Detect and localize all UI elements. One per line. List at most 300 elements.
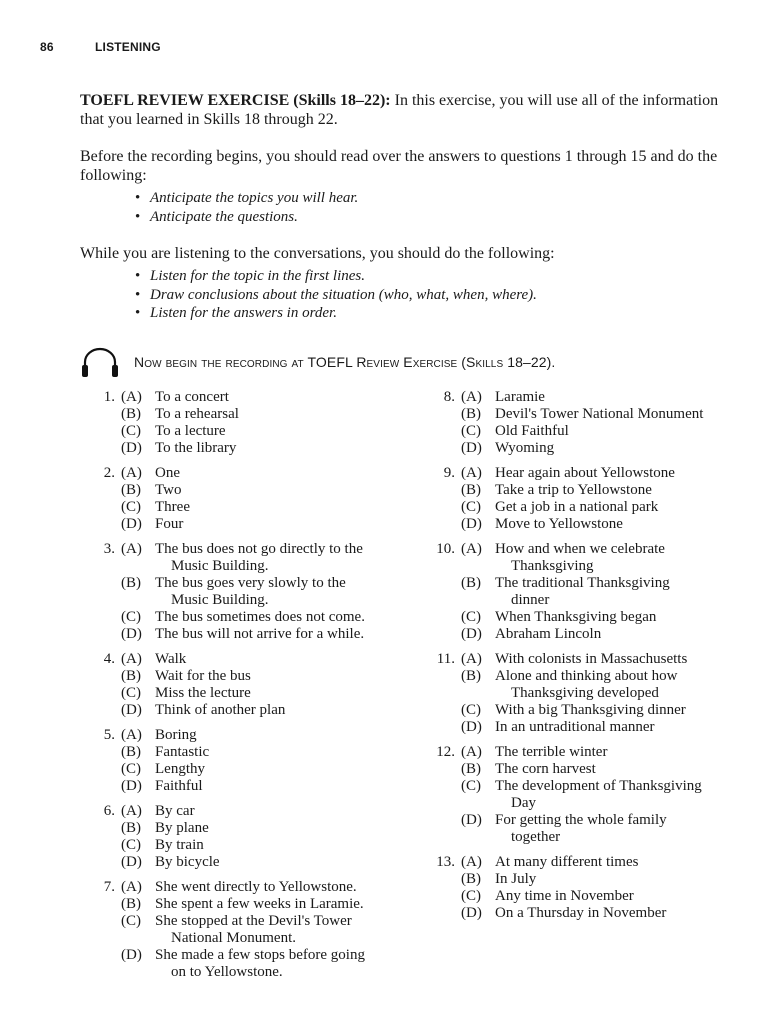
answer-option	[80, 778, 400, 795]
option-text	[495, 626, 740, 643]
question-number	[80, 744, 121, 761]
begin-recording-line	[80, 346, 555, 378]
option-label: (B)	[461, 406, 481, 422]
option-label: (D)	[461, 812, 482, 828]
option-text	[155, 609, 400, 626]
while-text: While you are listening to the conversations, you should do the following:	[80, 245, 555, 262]
option-label: (D)	[461, 719, 482, 735]
answer-option	[80, 423, 400, 440]
answer-option	[80, 668, 400, 685]
option-text	[495, 778, 740, 812]
option-text-line: One	[155, 465, 180, 481]
option-text	[155, 761, 400, 778]
option-text	[155, 423, 400, 440]
question-number	[80, 896, 121, 913]
option-text	[155, 651, 400, 668]
option-text-line: At many different times	[495, 854, 639, 870]
option-label: (D)	[121, 854, 142, 870]
answer-option	[420, 499, 740, 516]
option-text	[495, 465, 740, 482]
option-label: (A)	[121, 651, 142, 667]
option-label: (A)	[121, 389, 142, 405]
option-text-line: To a rehearsal	[155, 406, 239, 422]
question-number	[420, 609, 461, 626]
option-text	[155, 702, 400, 719]
option-text	[495, 609, 740, 626]
question-number	[80, 702, 121, 719]
before-text: Before the recording begins, you should read over the answers to questions 1 through 15 and do the following:	[80, 148, 718, 184]
option-text	[495, 812, 740, 846]
page-header	[40, 40, 161, 54]
option-text-line: Devil's Tower National Monument	[495, 406, 704, 422]
question-block	[420, 389, 740, 457]
option-label: (C)	[121, 837, 141, 853]
questions-left-column	[80, 389, 400, 989]
question-number	[80, 516, 121, 533]
option-text-line: The corn harvest	[495, 761, 596, 777]
question-number	[420, 516, 461, 533]
option-label: (D)	[461, 905, 482, 921]
option-text-line: on to Yellowstone.	[171, 964, 283, 980]
option-text-line: She spent a few weeks in Laramie.	[155, 896, 364, 912]
question-number: 12.	[436, 744, 455, 760]
option-text-line: On a Thursday in November	[495, 905, 667, 921]
answer-option	[420, 440, 740, 457]
question-block	[80, 389, 400, 457]
option-label: (A)	[461, 744, 482, 760]
option-text	[495, 651, 740, 668]
option-text	[495, 499, 740, 516]
question-block	[80, 727, 400, 795]
answer-option	[80, 440, 400, 457]
option-text-line: The bus sometimes does not come.	[155, 609, 365, 625]
question-number	[80, 820, 121, 837]
option-text	[495, 668, 740, 702]
option-text-line: Any time in November	[495, 888, 634, 904]
answer-option	[80, 702, 400, 719]
option-text	[155, 389, 400, 406]
option-label: (C)	[121, 761, 141, 777]
option-text-line: The traditional Thanksgiving	[495, 575, 670, 591]
question-number: 6.	[103, 803, 115, 819]
headphones-icon	[80, 346, 120, 378]
option-text	[495, 719, 740, 736]
option-text	[495, 541, 740, 575]
answer-option	[420, 744, 740, 761]
answer-option	[80, 406, 400, 423]
answer-option	[80, 803, 400, 820]
question-number	[420, 423, 461, 440]
question-number	[80, 854, 121, 871]
option-text-line: Music Building.	[171, 592, 269, 608]
question-number: 9.	[443, 465, 455, 481]
answer-option	[80, 626, 400, 643]
option-label: (B)	[121, 744, 141, 760]
option-label: (B)	[461, 482, 481, 498]
option-text	[495, 389, 740, 406]
option-label: (D)	[121, 626, 142, 642]
question-number: 10.	[436, 541, 455, 557]
option-text-line: Thanksgiving developed	[511, 685, 659, 701]
option-label: (C)	[121, 423, 141, 439]
option-text	[495, 854, 740, 871]
option-text	[155, 947, 400, 981]
question-number	[420, 406, 461, 423]
option-text	[495, 482, 740, 499]
option-text	[495, 406, 740, 423]
option-text	[155, 913, 400, 947]
option-text-line: The bus will not arrive for a while.	[155, 626, 365, 642]
option-label: (D)	[121, 702, 142, 718]
question-block	[420, 465, 740, 533]
option-text-line: Get a job in a national park	[495, 499, 659, 515]
question-number	[80, 440, 121, 457]
answer-option	[80, 465, 400, 482]
option-text-line: Think of another plan	[155, 702, 286, 718]
option-text-line: Music Building.	[171, 558, 269, 574]
option-text-line: Miss the lecture	[155, 685, 251, 701]
option-label: (C)	[461, 702, 481, 718]
option-text-line: By train	[155, 837, 204, 853]
question-number	[420, 499, 461, 516]
exercise-title: TOEFL REVIEW EXERCISE (Skills 18–22):	[80, 92, 391, 109]
bullet-item: • Listen for the topic in the first lines.	[150, 267, 730, 286]
option-label: (C)	[121, 499, 141, 515]
option-text-line: For getting the whole family	[495, 812, 667, 828]
question-block	[80, 651, 400, 719]
option-text	[155, 626, 400, 643]
option-label: (C)	[461, 888, 481, 904]
option-text	[155, 685, 400, 702]
option-text-line: Walk	[155, 651, 187, 667]
option-text-line: In July	[495, 871, 537, 887]
option-text	[155, 465, 400, 482]
option-label: (A)	[121, 879, 142, 895]
option-text	[155, 820, 400, 837]
option-label: (A)	[461, 465, 482, 481]
option-text-line: She went directly to Yellowstone.	[155, 879, 357, 895]
question-number	[80, 499, 121, 516]
option-text-line: Wait for the bus	[155, 668, 251, 684]
option-text-line: She stopped at the Devil's Tower	[155, 913, 352, 929]
answer-option	[420, 719, 740, 736]
option-label: (D)	[121, 778, 142, 794]
option-text-line: Alone and thinking about how	[495, 668, 678, 684]
question-number	[80, 685, 121, 702]
question-number	[80, 761, 121, 778]
answer-option	[420, 888, 740, 905]
option-text-line: Thanksgiving	[511, 558, 594, 574]
question-number	[80, 423, 121, 440]
option-text-line: Abraham Lincoln	[495, 626, 602, 642]
question-block	[80, 541, 400, 643]
question-number	[80, 837, 121, 854]
question-block	[80, 879, 400, 981]
option-text-line: Two	[155, 482, 182, 498]
option-text-line: How and when we celebrate	[495, 541, 665, 557]
questions-right-column	[420, 389, 740, 930]
option-label: (C)	[121, 685, 141, 701]
option-text-line: By plane	[155, 820, 209, 836]
question-number	[420, 888, 461, 905]
option-label: (D)	[121, 440, 142, 456]
option-text	[155, 668, 400, 685]
option-text-line: The terrible winter	[495, 744, 608, 760]
option-text-line: The bus goes very slowly to the	[155, 575, 346, 591]
option-label: (D)	[121, 516, 142, 532]
question-number	[80, 913, 121, 947]
answer-option	[420, 626, 740, 643]
option-text-line: Take a trip to Yellowstone	[495, 482, 652, 498]
option-text-line: Three	[155, 499, 190, 515]
question-number	[80, 668, 121, 685]
answer-option	[80, 837, 400, 854]
answer-option	[420, 761, 740, 778]
option-text-line: Old Faithful	[495, 423, 569, 439]
answer-option	[80, 761, 400, 778]
begin-recording-text: Now begin the recording at TOEFL Review Exercise (Skills 18–22).	[134, 354, 556, 370]
option-label: (C)	[461, 778, 481, 794]
answer-option	[420, 541, 740, 575]
option-text-line: Four	[155, 516, 184, 532]
option-text-line: together	[511, 829, 561, 845]
question-number	[420, 575, 461, 609]
option-text-line: Boring	[155, 727, 197, 743]
answer-option	[420, 668, 740, 702]
answer-option	[80, 820, 400, 837]
option-text	[495, 871, 740, 888]
option-label: (A)	[121, 465, 142, 481]
question-number	[420, 482, 461, 499]
answer-option	[420, 482, 740, 499]
answer-option	[420, 465, 740, 482]
option-label: (D)	[461, 440, 482, 456]
question-block	[420, 541, 740, 643]
answer-option	[80, 575, 400, 609]
answer-option	[80, 389, 400, 406]
question-number	[420, 702, 461, 719]
before-bullets	[80, 189, 730, 226]
question-number	[80, 626, 121, 643]
option-text	[155, 499, 400, 516]
option-text	[155, 727, 400, 744]
option-text	[495, 905, 740, 922]
option-text-line: Fantastic	[155, 744, 210, 760]
question-number	[420, 626, 461, 643]
answer-option	[420, 905, 740, 922]
option-label: (A)	[121, 541, 142, 557]
intro-section	[80, 91, 730, 323]
question-number: 7.	[103, 879, 115, 895]
option-label: (A)	[121, 727, 142, 743]
answer-option	[80, 879, 400, 896]
option-text	[155, 482, 400, 499]
option-label: (D)	[121, 947, 142, 963]
option-text	[155, 778, 400, 795]
question-number	[420, 871, 461, 888]
answer-option	[420, 609, 740, 626]
answer-option	[80, 744, 400, 761]
option-text-line: To a concert	[155, 389, 229, 405]
answer-option	[420, 778, 740, 812]
option-label: (B)	[121, 406, 141, 422]
option-text-line: National Monument.	[171, 930, 296, 946]
question-block	[80, 803, 400, 871]
option-text	[155, 803, 400, 820]
while-bullets	[80, 267, 730, 323]
option-text	[495, 761, 740, 778]
option-label: (A)	[461, 541, 482, 557]
question-number	[80, 609, 121, 626]
question-number	[80, 482, 121, 499]
answer-option	[80, 541, 400, 575]
answer-option	[80, 516, 400, 533]
answer-option	[80, 482, 400, 499]
answer-option	[420, 406, 740, 423]
question-number	[80, 947, 121, 981]
bullet-item: • Draw conclusions about the situation (who, what, when, where).	[150, 286, 730, 305]
question-block	[420, 744, 740, 846]
option-text	[155, 406, 400, 423]
question-number	[80, 778, 121, 795]
option-text	[155, 744, 400, 761]
question-number: 11.	[436, 651, 455, 667]
option-label: (B)	[121, 482, 141, 498]
question-number	[420, 719, 461, 736]
option-text-line: Faithful	[155, 778, 203, 794]
option-text-line: Laramie	[495, 389, 545, 405]
question-number	[420, 440, 461, 457]
bullet-item: • Anticipate the topics you will hear.	[150, 189, 730, 208]
option-label: (C)	[461, 609, 481, 625]
question-number: 2.	[103, 465, 115, 481]
option-text	[495, 423, 740, 440]
question-number: 13.	[436, 854, 455, 870]
answer-option	[420, 651, 740, 668]
question-number	[420, 778, 461, 812]
option-label: (C)	[121, 913, 141, 929]
option-text	[155, 854, 400, 871]
answer-option	[420, 516, 740, 533]
question-number: 3.	[103, 541, 115, 557]
answer-option	[420, 812, 740, 846]
option-text	[495, 516, 740, 533]
option-label: (D)	[461, 626, 482, 642]
answer-option	[80, 947, 400, 981]
option-label: (B)	[461, 871, 481, 887]
answer-option	[80, 727, 400, 744]
answer-option	[80, 609, 400, 626]
option-label: (D)	[461, 516, 482, 532]
bullet-item: • Listen for the answers in order.	[150, 304, 730, 323]
option-text-line: The bus does not go directly to the	[155, 541, 363, 557]
answer-option	[80, 896, 400, 913]
intro-paragraph	[80, 91, 730, 129]
question-block	[80, 465, 400, 533]
option-text-line: She made a few stops before going	[155, 947, 365, 963]
option-label: (A)	[461, 854, 482, 870]
question-number	[80, 406, 121, 423]
question-number	[420, 812, 461, 846]
option-label: (C)	[121, 609, 141, 625]
option-text	[155, 837, 400, 854]
option-text-line: When Thanksgiving began	[495, 609, 657, 625]
option-text	[155, 541, 400, 575]
option-text-line: With colonists in Massachusetts	[495, 651, 688, 667]
answer-option	[80, 651, 400, 668]
option-text-line: dinner	[511, 592, 550, 608]
option-text-line: Lengthy	[155, 761, 205, 777]
option-label: (C)	[461, 499, 481, 515]
option-text-line: Wyoming	[495, 440, 555, 456]
option-text-line: Move to Yellowstone	[495, 516, 623, 532]
option-label: (A)	[461, 389, 482, 405]
option-text	[155, 440, 400, 457]
option-text-line: To a lecture	[155, 423, 226, 439]
option-text	[495, 575, 740, 609]
option-text-line: With a big Thanksgiving dinner	[495, 702, 686, 718]
option-text-line: In an untraditional manner	[495, 719, 655, 735]
question-number	[80, 575, 121, 609]
answer-option	[80, 854, 400, 871]
option-label: (A)	[121, 803, 142, 819]
section-title: LISTENING	[95, 40, 161, 54]
option-label: (C)	[461, 423, 481, 439]
option-label: (B)	[121, 575, 141, 591]
answer-option	[420, 871, 740, 888]
intro-text: In this exercise, you will use all of the information that you learned in Skills 18 through 22.	[80, 92, 719, 128]
answer-option	[420, 423, 740, 440]
option-text	[155, 879, 400, 896]
option-label: (B)	[461, 761, 481, 777]
option-label: (B)	[461, 668, 481, 684]
question-block	[420, 854, 740, 922]
question-number: 1.	[103, 389, 115, 405]
option-text-line: To the library	[155, 440, 237, 456]
option-label: (B)	[121, 896, 141, 912]
option-text-line: Hear again about Yellowstone	[495, 465, 675, 481]
question-number: 8.	[443, 389, 455, 405]
option-text	[155, 516, 400, 533]
question-number: 4.	[103, 651, 115, 667]
answer-option	[80, 913, 400, 947]
option-text	[155, 575, 400, 609]
answer-option	[420, 389, 740, 406]
option-label: (B)	[121, 668, 141, 684]
question-number	[420, 668, 461, 702]
answer-option	[80, 685, 400, 702]
answer-option	[420, 575, 740, 609]
option-label: (B)	[121, 820, 141, 836]
option-label: (A)	[461, 651, 482, 667]
option-text	[495, 440, 740, 457]
option-text	[495, 702, 740, 719]
answer-option	[420, 702, 740, 719]
question-number: 5.	[103, 727, 115, 743]
option-text	[495, 888, 740, 905]
option-text	[155, 896, 400, 913]
option-label: (B)	[461, 575, 481, 591]
option-text-line: Day	[511, 795, 536, 811]
answer-option	[80, 499, 400, 516]
option-text-line: By bicycle	[155, 854, 220, 870]
bullet-item: • Anticipate the questions.	[150, 208, 730, 227]
question-number	[420, 905, 461, 922]
option-text-line: By car	[155, 803, 195, 819]
question-block	[420, 651, 740, 736]
question-number	[420, 761, 461, 778]
option-text-line: The development of Thanksgiving	[495, 778, 702, 794]
